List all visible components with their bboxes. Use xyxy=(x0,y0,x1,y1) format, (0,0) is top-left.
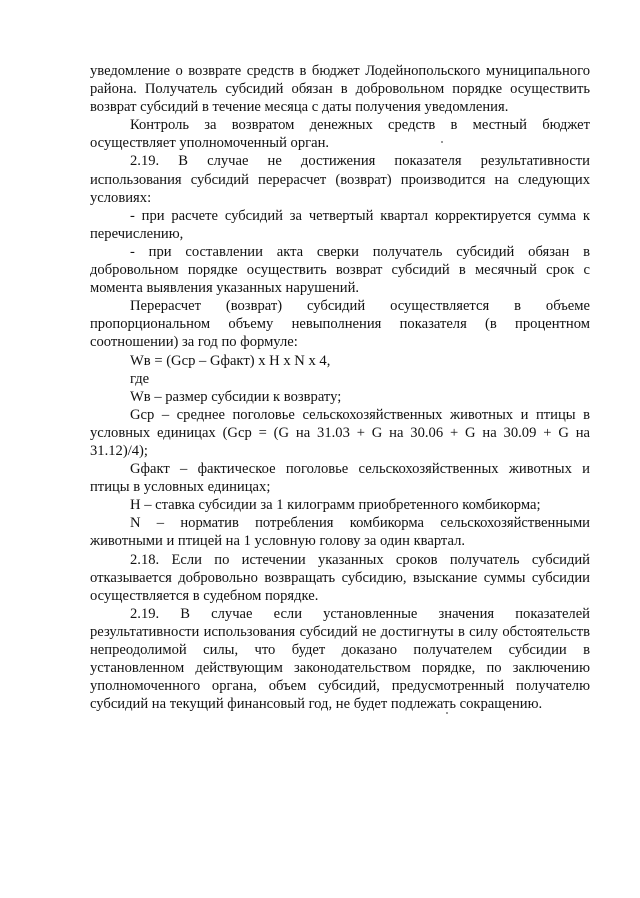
document-body xyxy=(90,62,590,713)
definition-h: H – ставка субсидии за 1 килограмм приобретенного комбикорма; xyxy=(130,497,541,514)
definition-gsr: Gср – среднее поголовье сельскохозяйственных животных и птицы в условных единицах (Gср = (G на 31.03 + G на 30.06 + G на 30.09 + G на 31.12)/4); xyxy=(90,406,590,459)
paragraph-control: Контроль за возвратом денежных средств в местный бюджет осуществляет уполномоченный орган. xyxy=(90,117,590,152)
paragraph-condition-reconciliation: - при составлении акта сверки получатель субсидий обязан в добровольном порядке осуществить возврат субсидий в месячный срок с момента выявления указанных нарушений. xyxy=(90,243,590,297)
paragraph-2-19-recalculation: 2.19. В случае не достижения показателя результативности использования субсидий перерасчет (возврат) производится на следующих условиях: xyxy=(90,153,590,206)
formula-where: где xyxy=(130,370,150,387)
scan-speck xyxy=(446,712,448,714)
definition-w: Wв – размер субсидии к возврату; xyxy=(130,388,342,405)
paragraph-proportional-return: Перерасчет (возврат) субсидий осуществляется в объеме пропорциональном объему невыполнения показателя (в процентном соотношении) за год по формуле: xyxy=(90,298,590,351)
formula-line: Wв = (Gср – Gфакт) х H x N x 4, xyxy=(130,352,331,369)
paragraph-condition-quarter: - при расчете субсидий за четвертый квартал корректируется сумма к перечислению, xyxy=(90,207,590,242)
scan-speck xyxy=(441,141,443,143)
paragraph-2-19-force-majeure: 2.19. В случае если установленные значения показателей результативности использования субсидий не достигнуты в силу обстоятельств непреодолимой силы, что будет доказано получателем субсидии в установленном действующим законодательством порядке, по заключению уполномоченного органа, объем субсидий, предусмотренный получателю субсидий на текущий финансовый год, не будет подлежать сокращению. xyxy=(90,605,590,713)
paragraph-return-notice: уведомление о возврате средств в бюджет Лодейнопольского муниципального района. Получатель субсидий обязан в добровольном порядке осуществить возврат субсидий в течение месяца с даты получения уведомления. xyxy=(90,63,590,116)
definition-gfakt: Gфакт – фактическое поголовье сельскохозяйственных животных и птицы в условных единицах; xyxy=(90,461,590,496)
paragraph-2-18-court: 2.18. Если по истечении указанных сроков получатель субсидий отказывается добровольно возвращать субсидию, взыскание суммы субсидии осуществляется в судебном порядке. xyxy=(90,551,590,604)
definition-n: N – норматив потребления комбикорма сельскохозяйственными животными и птицей на 1 условную голову за один квартал. xyxy=(90,515,590,550)
